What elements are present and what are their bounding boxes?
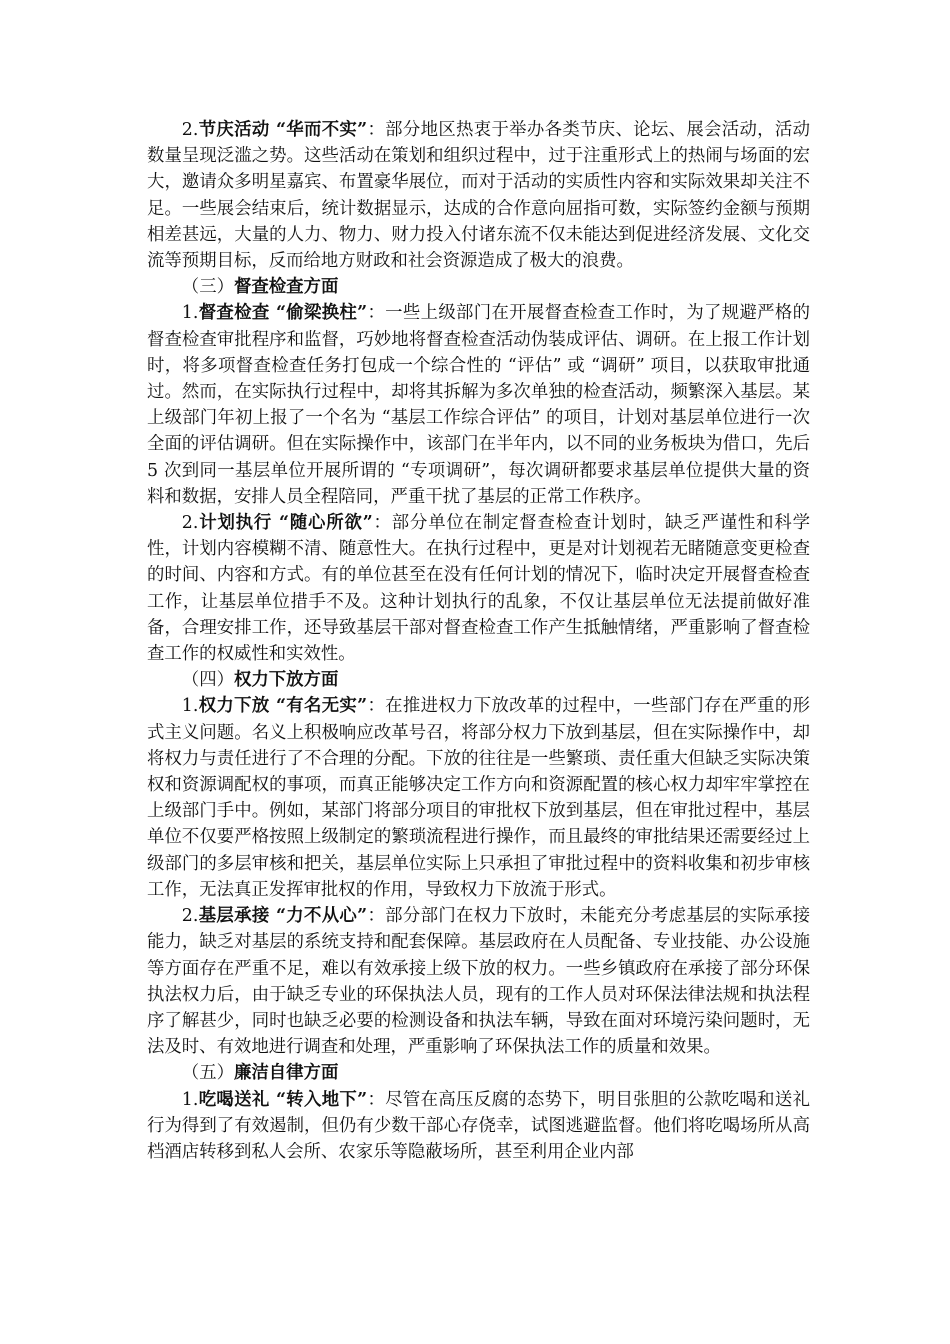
paragraph-grassroots-capacity xyxy=(147,903,810,1060)
paragraph-text: ：部分部门在权力下放时，未能充分考虑基层的实际承接能力，缺乏对基层的系统支持和配套保障。基层政府在人员配备、专业技能、办公设施等方面存在严重不足，难以有效承接上级下放的权力。一些乡镇政府在承接了部分环保执法权力后，由于缺乏专业的环保执法人员，现有的工作人员对环保法律法规和执法程序了解甚少，同时也缺乏必要的检测设备和执法车辆，导致在面对环境污染问题时，无法及时、有效地进行调查和处理，严重影响了环保执法工作的质量和效果。 xyxy=(147,906,810,1058)
paragraph-text: ：部分单位在制定督查检查计划时，缺乏严谨性和科学性，计划内容模糊不清、随意性大。在执行过程中，更是对计划视若无睹随意变更检查的时间、内容和方式。有的单位甚至在没有任何计划的情况下，临时决定开展督查检查工作，让基层单位措手不及。这种计划执行的乱象，不仅让基层单位无法提前做好准备，合理安排工作，还导致基层干部对督查检查工作产生抵触情绪，严重影响了督查检查工作的权威性和实效性。 xyxy=(147,513,810,665)
section-heading-3 xyxy=(147,274,810,300)
item-number: 2. xyxy=(181,513,199,534)
section-title: 督查检查方面 xyxy=(233,277,339,298)
paragraph-power-devolution xyxy=(147,693,810,903)
item-lead: 计划执行 “随心所欲” xyxy=(198,513,373,534)
item-number: 1. xyxy=(181,696,199,717)
paragraph-text: ：在推进权力下放改革的过程中，一些部门存在严重的形式主义问题。名义上积极响应改革号召，将部分权力下放到基层，但在实际操作中，却将权力与责任进行了不合理的分配。下放的往往是一些繁琐、责任重大但缺乏实际决策权和资源调配权的事项，而真正能够决定工作方向和资源配置的核心权力却牢牢掌控在上级部门手中。例如，某部门将部分项目的审批权下放到基层，但在审批过程中，基层单位不仅要严格按照上级制定的繁琐流程进行操作，而且最终的审批结果还需要经过上级部门的多层审核和把关，基层单位实际上只承担了审批过程中的资料收集和初步审核工作，无法真正发挥审批权的作用，导致权力下放流于形式。 xyxy=(147,696,810,900)
item-lead: 权力下放 “有名无实” xyxy=(198,696,368,717)
section-number: （三） xyxy=(181,277,234,298)
section-heading-5 xyxy=(147,1060,810,1086)
section-heading-4 xyxy=(147,667,810,693)
item-lead: 吃喝送礼 “转入地下” xyxy=(198,1089,368,1110)
paragraph-dining-gifts xyxy=(147,1087,810,1166)
item-lead: 督查检查 “偷梁换柱” xyxy=(198,303,368,324)
paragraph-text: ：一些上级部门在开展督查检查工作时，为了规避严格的督查检查审批程序和监督，巧妙地将督查检查活动伪装成评估、调研。在上报工作计划时，将多项督查检查任务打包成一个综合性的 “评估” 或 “调研” 项目，以获取审批通过。然而，在实际执行过程中，却将其拆解为多次单独的检查活动，频繁深入基层。某上级部门年初上报了一个名为 “基层工作综合评估” 的项目，计划对基层单位进行一次全面的评估调研。但在实际操作中，该部门在半年内，以不同的业务板块为借口，先后 5 次到同一基层单位开展所谓的 “专项调研”，每次调研都要求基层单位提供大量的资料和数据，安排人员全程陪同，严重干扰了基层的正常工作秩序。 xyxy=(147,303,810,507)
document-body xyxy=(147,117,810,1165)
item-lead: 基层承接 “力不从心” xyxy=(198,906,368,927)
section-title: 廉洁自律方面 xyxy=(233,1063,339,1084)
item-lead: 节庆活动 “华而不实” xyxy=(198,120,368,140)
paragraph-text: ：部分地区热衷于举办各类节庆、论坛、展会活动，活动数量呈现泛滥之势。这些活动在策划和组织过程中，过于注重形式上的热闹与场面的宏大，邀请众多明星嘉宾、布置豪华展位，而对于活动的实质性内容和实际效果却关注不足。一些展会结束后，统计数据显示，达成的合作意向屈指可数，实际签约金额与预期相差甚远，大量的人力、物力、财力投入付诸东流不仅未能达到促进经济发展、文化交流等预期目标，反而给地方财政和社会资源造成了极大的浪费。 xyxy=(147,120,810,272)
section-number: （四） xyxy=(181,670,234,691)
item-number: 2. xyxy=(181,120,199,140)
item-number: 1. xyxy=(181,1089,199,1110)
paragraph-festival-activities xyxy=(147,117,810,274)
section-title: 权力下放方面 xyxy=(233,670,339,691)
item-number: 1. xyxy=(181,303,199,324)
paragraph-text: ：尽管在高压反腐的态势下，明目张胆的公款吃喝和送礼行为得到了有效遏制，但仍有少数干部心存侥幸，试图逃避监督。他们将吃喝场所从高档酒店转移到私人会所、农家乐等隐蔽场所，甚至利用企业内部 xyxy=(147,1089,810,1162)
paragraph-inspection-disguise xyxy=(147,300,810,510)
paragraph-plan-execution xyxy=(147,510,810,667)
item-number: 2. xyxy=(181,906,199,927)
section-number: （五） xyxy=(181,1063,234,1084)
